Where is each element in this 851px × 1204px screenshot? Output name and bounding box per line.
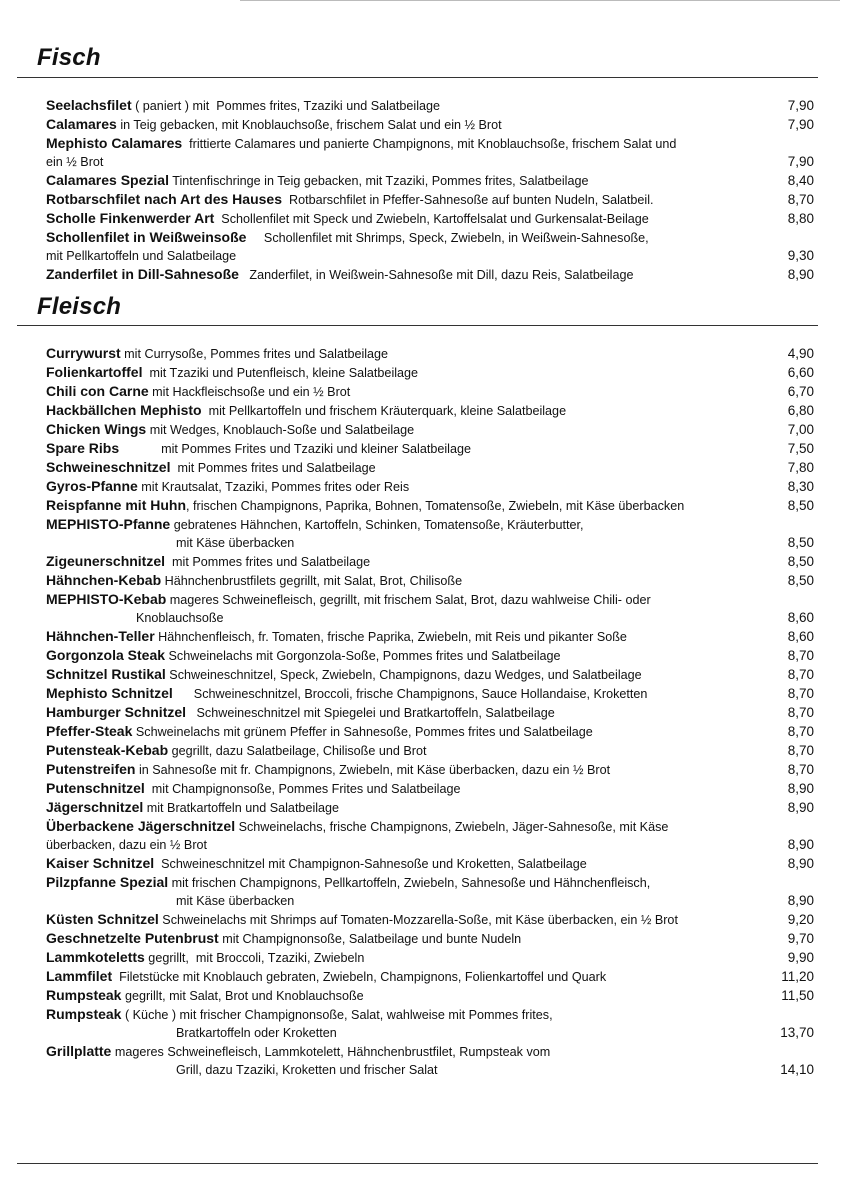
menu-item-description: Schweinelachs mit Gorgonzola-Soße, Pommes frites und Salatbeilage: [165, 649, 561, 663]
menu-item-text: [46, 363, 818, 382]
menu-item-text: [46, 665, 818, 684]
menu-item-price: 8,90: [787, 856, 814, 871]
menu-item-text: [46, 590, 818, 627]
menu-item-name: Mephisto Calamares: [46, 135, 183, 151]
menu-item-description-continued: Grill, dazu Tzaziki, Kroketten und frischer Salat: [176, 1063, 438, 1077]
menu-item-text: [46, 760, 818, 779]
menu-item-text: [46, 420, 818, 439]
menu-item-text: [46, 722, 818, 741]
menu-item-description: in Sahnesoße mit fr. Champignons, Zwiebeln, mit Käse überbacken, dazu ein ½ Brot: [135, 763, 611, 777]
menu-item-description: in Teig gebacken, mit Knoblauchsoße, frischem Salat und ein ½ Brot: [116, 118, 502, 132]
menu-item: [46, 590, 818, 627]
menu-item-price: 8,90: [787, 893, 814, 908]
menu-item-text: [46, 134, 818, 171]
menu-item-name: Schnitzel Rustikal: [46, 666, 166, 682]
menu-item-text: [46, 344, 818, 363]
menu-item-name: Zanderfilet in Dill-Sahnesoße: [46, 266, 239, 282]
menu-item-price: 7,00: [787, 422, 814, 437]
menu-item-description: Schweineschnitzel mit Champignon-Sahnesoße und Kroketten, Salatbeilage: [154, 857, 587, 871]
menu-item-name: Seelachsfilet: [46, 97, 132, 113]
menu-item-name: Zigeunerschnitzel: [46, 553, 166, 569]
menu-item: [46, 1042, 818, 1079]
menu-item-name: Currywurst: [46, 345, 121, 361]
menu-item: [46, 477, 818, 496]
menu-item: [46, 873, 818, 910]
menu-item-description: Schweineschnitzel, Speck, Zwiebeln, Champignons, dazu Wedges, und Salatbeilage: [165, 668, 642, 682]
menu-item-description: ( paniert ) mit Pommes frites, Tzaziki und Salatbeilage: [131, 99, 441, 113]
menu-item-price: 8,80: [787, 211, 814, 226]
menu-item-description: gebratenes Hähnchen, Kartoffeln, Schinken, Tomatensoße, Kräuterbutter,: [170, 518, 584, 532]
menu-item-text: [46, 703, 818, 722]
menu-item-text: [46, 779, 818, 798]
menu-item: [46, 458, 818, 477]
menu-item: [46, 552, 818, 571]
menu-item-description: gegrillt, mit Salat, Brot und Knoblauchsoße: [121, 989, 364, 1003]
menu-item-price: 8,90: [787, 837, 814, 852]
menu-item-text: [46, 458, 818, 477]
menu-item-text: [46, 627, 818, 646]
menu-item-name: Folienkartoffel: [46, 364, 143, 380]
menu-item-price: 8,90: [787, 800, 814, 815]
menu-item: [46, 515, 818, 552]
menu-item-text: [46, 552, 818, 571]
menu-item: [46, 722, 818, 741]
menu-item-text: [46, 646, 818, 665]
menu-item-description: mit Hackfleischsoße und ein ½ Brot: [148, 385, 351, 399]
menu-item-text: [46, 986, 818, 1005]
menu-item-description: mit Champignonsoße, Pommes Frites und Salatbeilage: [144, 782, 461, 796]
menu-item-text: [46, 171, 818, 190]
section-divider: [17, 77, 818, 78]
menu-item-name: Küsten Schnitzel: [46, 911, 159, 927]
menu-item-price: 8,70: [787, 743, 814, 758]
menu-item: [46, 439, 818, 458]
menu-item: [46, 171, 818, 190]
menu-item: [46, 344, 818, 363]
menu-item-name: Hähnchen-Kebab: [46, 572, 162, 588]
menu-item-description: gegrillt, dazu Salatbeilage, Chilisoße und Brot: [168, 744, 427, 758]
menu-item-text: [46, 967, 818, 986]
menu-item-price: 7,90: [787, 98, 814, 113]
menu-item-price: 8,70: [787, 686, 814, 701]
menu-item: [46, 401, 818, 420]
menu-item-description: mageres Schweinefleisch, Lammkotelett, Hähnchenbrustfilet, Rumpsteak vom: [111, 1045, 551, 1059]
menu-item: [46, 190, 818, 209]
menu-item-description: mit Currysoße, Pommes frites und Salatbeilage: [120, 347, 389, 361]
menu-item-text: [46, 1042, 818, 1079]
menu-item-price: 9,70: [787, 931, 814, 946]
menu-item: [46, 798, 818, 817]
menu-item-price: 8,90: [787, 781, 814, 796]
menu-item: [46, 684, 818, 703]
menu-item-description: ( Küche ) mit frischer Champignonsoße, Salat, wahlweise mit Pommes frites,: [121, 1008, 553, 1022]
menu-item-price: 9,90: [787, 950, 814, 965]
menu-item-description: mit Pellkartoffeln und frischem Kräuterquark, kleine Salatbeilage: [201, 404, 567, 418]
menu-item-name: Gyros-Pfanne: [46, 478, 138, 494]
menu-item-text: [46, 854, 818, 873]
menu-item-description: mit Bratkartoffeln und Salatbeilage: [143, 801, 340, 815]
menu-item-description: Schollenfilet mit Speck und Zwiebeln, Kartoffelsalat und Gurkensalat-Beilage: [214, 212, 649, 226]
menu-item-text: [46, 948, 818, 967]
menu-item-name: Lammkoteletts: [46, 949, 145, 965]
menu-item-description: mit Krautsalat, Tzaziki, Pommes frites oder Reis: [137, 480, 410, 494]
menu-item-price: 8,50: [787, 498, 814, 513]
menu-item: [46, 910, 818, 929]
menu-item-description: mit Pommes frites und Salatbeilage: [165, 555, 371, 569]
menu-item-price: 7,90: [787, 154, 814, 169]
menu-item-description: mit Pommes Frites und Tzaziki und kleiner Salatbeilage: [119, 442, 471, 456]
menu-item-price: 8,40: [787, 173, 814, 188]
menu-item-description: mit Wedges, Knoblauch-Soße und Salatbeilage: [146, 423, 415, 437]
menu-item-price: 9,20: [787, 912, 814, 927]
menu-item-name: Schweineschnitzel: [46, 459, 171, 475]
menu-item-text: [46, 798, 818, 817]
section-title-fisch: Fisch: [37, 44, 101, 71]
menu-item-name: Putenschnitzel: [46, 780, 145, 796]
menu-item-price: 11,20: [781, 969, 814, 984]
menu-item-text: [46, 684, 818, 703]
menu-item-name: Calamares Spezial: [46, 172, 169, 188]
menu-item-name: Putensteak-Kebab: [46, 742, 169, 758]
menu-item-price: 13,70: [780, 1025, 814, 1040]
menu-item-description: Schweineschnitzel, Broccoli, frische Champignons, Sauce Hollandaise, Kroketten: [172, 687, 648, 701]
menu-item-description: Schweinelachs mit Shrimps auf Tomaten-Mozzarella-Soße, mit Käse überbacken, ein ½ Brot: [158, 913, 678, 927]
menu-item: [46, 929, 818, 948]
section-title-fleisch: Fleisch: [37, 293, 122, 320]
menu-item-name: MEPHISTO-Kebab: [46, 591, 167, 607]
menu-item: [46, 665, 818, 684]
menu-item: [46, 265, 818, 284]
menu-item-text: [46, 817, 818, 854]
menu-item-text: [46, 910, 818, 929]
menu-item-price: 8,70: [787, 762, 814, 777]
menu-item-text: [46, 228, 818, 265]
menu-item: [46, 967, 818, 986]
menu-item-text: [46, 873, 818, 910]
menu-item: [46, 209, 818, 228]
menu-item-price: 8,70: [787, 667, 814, 682]
menu-item: [46, 228, 818, 265]
menu-item-name: Lammfilet: [46, 968, 113, 984]
fleisch-item-list: [46, 344, 818, 1079]
menu-item: [46, 817, 818, 854]
fisch-item-list: [46, 96, 818, 284]
menu-item-description: Zanderfilet, in Weißwein-Sahnesoße mit Dill, dazu Reis, Salatbeilage: [238, 268, 634, 282]
menu-item-text: [46, 929, 818, 948]
menu-item: [46, 760, 818, 779]
menu-item-name: Rumpsteak: [46, 987, 122, 1003]
menu-item-name: Kaiser Schnitzel: [46, 855, 155, 871]
menu-item-name: Chicken Wings: [46, 421, 147, 437]
menu-item-name: Gorgonzola Steak: [46, 647, 166, 663]
menu-item-text: [46, 571, 818, 590]
menu-item-name: Putenstreifen: [46, 761, 136, 777]
top-edge-line: [240, 0, 840, 1]
menu-item-price: 8,50: [787, 535, 814, 550]
menu-item: [46, 1005, 818, 1042]
menu-item-description-continued: ein ½ Brot: [46, 155, 104, 169]
menu-item-description-continued: mit Käse überbacken: [176, 894, 295, 908]
menu-item-name: Schollenfilet in Weißweinsoße: [46, 229, 247, 245]
menu-item-price: 7,90: [787, 117, 814, 132]
menu-item-price: 6,60: [787, 365, 814, 380]
menu-item-description: mageres Schweinefleisch, gegrillt, mit frischem Salat, Brot, dazu wahlweise Chili- oder: [166, 593, 651, 607]
menu-item-name: Geschnetzelte Putenbrust: [46, 930, 219, 946]
menu-item-name: Pilzpfanne Spezial: [46, 874, 169, 890]
menu-item-description: Tintenfischringe in Teig gebacken, mit Tzaziki, Pommes frites, Salatbeilage: [168, 174, 589, 188]
menu-item: [46, 703, 818, 722]
menu-item-price: 11,50: [781, 988, 814, 1003]
menu-item-price: 8,50: [787, 554, 814, 569]
menu-item-description-continued: Bratkartoffeln oder Kroketten: [176, 1026, 337, 1040]
menu-item-price: 8,60: [787, 610, 814, 625]
menu-item-description: Rotbarschfilet in Pfeffer-Sahnesoße auf bunten Nudeln, Salatbeil.: [282, 193, 654, 207]
menu-item-description: Schweinelachs mit grünem Pfeffer in Sahnesoße, Pommes frites und Salatbeilage: [132, 725, 593, 739]
menu-item-description: Hähnchenbrustfilets gegrillt, mit Salat, Brot, Chilisoße: [161, 574, 463, 588]
menu-item-price: 8,90: [787, 267, 814, 282]
menu-item-description: Schweineschnitzel mit Spiegelei und Bratkartoffeln, Salatbeilage: [186, 706, 555, 720]
menu-item-description: Schollenfilet mit Shrimps, Speck, Zwiebeln, in Weißwein-Sahnesoße,: [246, 231, 649, 245]
menu-item-name: Spare Ribs: [46, 440, 120, 456]
menu-item-text: [46, 209, 818, 228]
menu-item-text: [46, 190, 818, 209]
menu-item-description-continued: Knoblauchsoße: [136, 611, 224, 625]
menu-item-price: 8,70: [787, 192, 814, 207]
menu-item: [46, 741, 818, 760]
menu-item-name: Mephisto Schnitzel: [46, 685, 173, 701]
menu-item-description: mit Tzaziki und Putenfleisch, kleine Salatbeilage: [142, 366, 419, 380]
menu-item-price: 7,50: [787, 441, 814, 456]
menu-item: [46, 627, 818, 646]
menu-item-name: Jägerschnitzel: [46, 799, 144, 815]
menu-item-price: 8,30: [787, 479, 814, 494]
menu-item: [46, 363, 818, 382]
menu-item-description: mit Pommes frites und Salatbeilage: [170, 461, 376, 475]
menu-item-text: [46, 401, 818, 420]
menu-item-price: 9,30: [787, 248, 814, 263]
menu-item-text: [46, 115, 818, 134]
menu-item-text: [46, 382, 818, 401]
menu-item-price: 8,60: [787, 629, 814, 644]
menu-item-text: [46, 496, 818, 515]
menu-item-price: 8,70: [787, 724, 814, 739]
menu-item-price: 4,90: [787, 346, 814, 361]
menu-item-price: 8,50: [787, 573, 814, 588]
menu-item-description: Hähnchenfleisch, fr. Tomaten, frische Paprika, Zwiebeln, mit Reis und pikanter Soße: [154, 630, 627, 644]
menu-item-text: [46, 477, 818, 496]
menu-item-name: Überbackene Jägerschnitzel: [46, 818, 236, 834]
menu-item-text: [46, 439, 818, 458]
menu-item: [46, 646, 818, 665]
menu-item-name: MEPHISTO-Pfanne: [46, 516, 171, 532]
menu-item: [46, 115, 818, 134]
menu-item-description: mit frischen Champignons, Pellkartoffeln, Zwiebeln, Sahnesoße und Hähnchenfleisch,: [168, 876, 651, 890]
menu-item-description: gegrillt, mit Broccoli, Tzaziki, Zwiebeln: [144, 951, 365, 965]
menu-item-name: Pfeffer-Steak: [46, 723, 133, 739]
menu-item: [46, 571, 818, 590]
menu-item-description: Schweinelachs, frische Champignons, Zwiebeln, Jäger-Sahnesoße, mit Käse: [235, 820, 669, 834]
menu-item-text: [46, 515, 818, 552]
menu-item: [46, 986, 818, 1005]
menu-item-description: mit Champignonsoße, Salatbeilage und bunte Nudeln: [218, 932, 522, 946]
section-divider: [17, 325, 818, 326]
menu-item-text: [46, 1005, 818, 1042]
menu-item-name: Calamares: [46, 116, 117, 132]
menu-item: [46, 96, 818, 115]
menu-item-price: 7,80: [787, 460, 814, 475]
menu-item-name: Hamburger Schnitzel: [46, 704, 187, 720]
menu-item-price: 14,10: [780, 1062, 814, 1077]
menu-item-description: Filetstücke mit Knoblauch gebraten, Zwiebeln, Champignons, Folienkartoffel und Quark: [112, 970, 607, 984]
menu-item: [46, 948, 818, 967]
menu-item-name: Hähnchen-Teller: [46, 628, 155, 644]
menu-item-text: [46, 741, 818, 760]
menu-item-text: [46, 265, 818, 284]
menu-item-price: 6,80: [787, 403, 814, 418]
menu-item-name: Scholle Finkenwerder Art: [46, 210, 215, 226]
menu-item-price: 8,70: [787, 705, 814, 720]
menu-item-price: 8,70: [787, 648, 814, 663]
menu-item: [46, 382, 818, 401]
menu-item-description: frittierte Calamares und panierte Champignons, mit Knoblauchsoße, frischem Salat und: [182, 137, 677, 151]
menu-item-name: Reispfanne mit Huhn: [46, 497, 187, 513]
menu-item: [46, 420, 818, 439]
menu-item-description-continued: überbacken, dazu ein ½ Brot: [46, 838, 208, 852]
bottom-divider: [17, 1163, 818, 1164]
menu-item-description-continued: mit Käse überbacken: [176, 536, 295, 550]
menu-item: [46, 496, 818, 515]
menu-item: [46, 779, 818, 798]
menu-item-name: Grillplatte: [46, 1043, 112, 1059]
menu-item-name: Hackbällchen Mephisto: [46, 402, 202, 418]
menu-item-name: Rumpsteak: [46, 1006, 122, 1022]
menu-item-description-continued: mit Pellkartoffeln und Salatbeilage: [46, 249, 237, 263]
menu-item-text: [46, 96, 818, 115]
menu-item-description: , frischen Champignons, Paprika, Bohnen, Tomatensoße, Zwiebeln, mit Käse überbacken: [186, 499, 685, 513]
menu-item-price: 6,70: [787, 384, 814, 399]
menu-item-name: Rotbarschfilet nach Art des Hauses: [46, 191, 282, 207]
menu-item: [46, 854, 818, 873]
menu-item-name: Chili con Carne: [46, 383, 149, 399]
menu-item: [46, 134, 818, 171]
